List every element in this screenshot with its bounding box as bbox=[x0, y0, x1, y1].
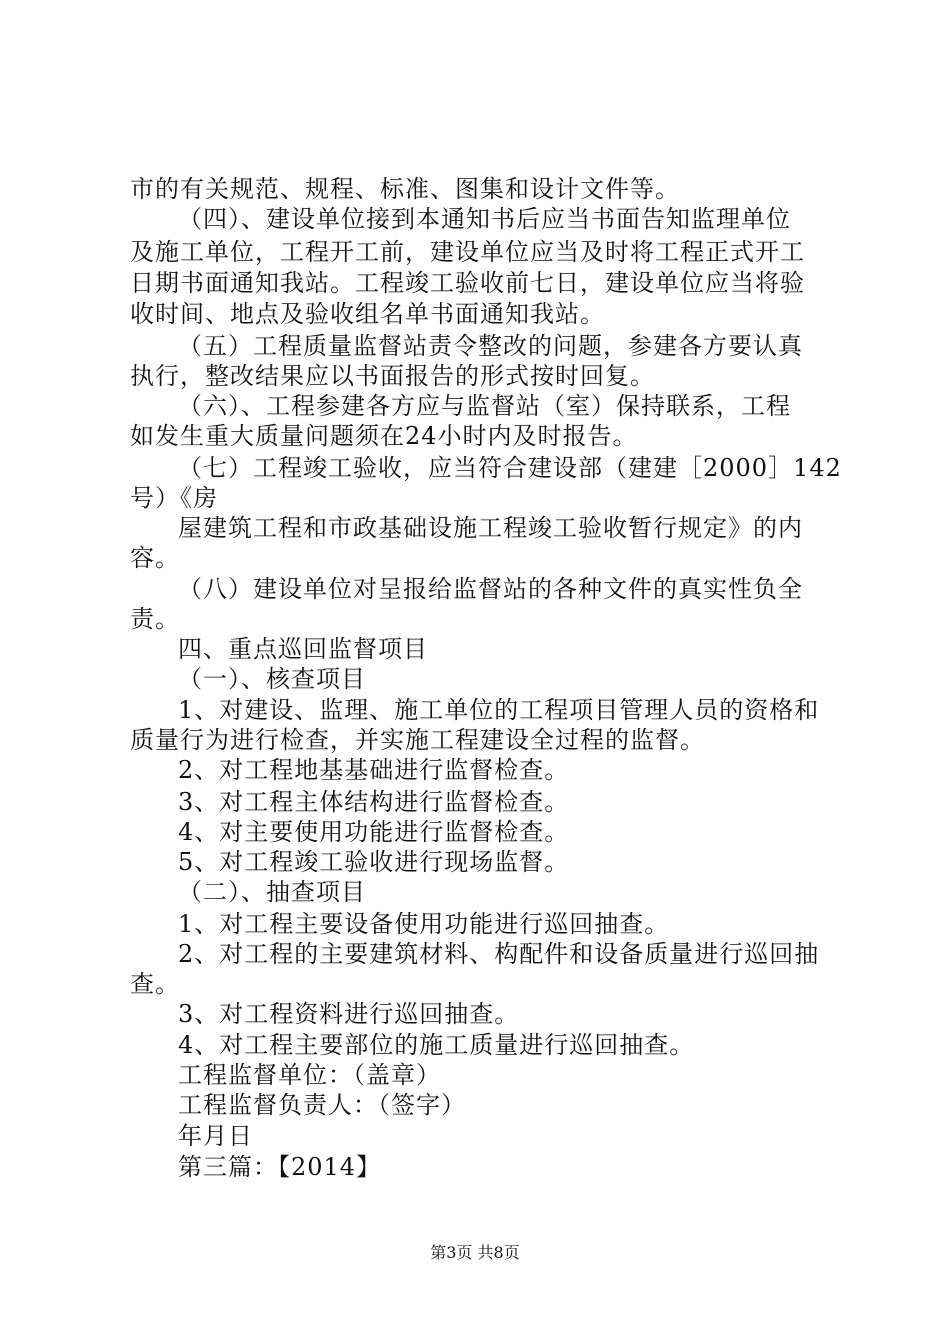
text-line: 容。 bbox=[130, 544, 180, 572]
text-line: 号）《房 bbox=[130, 484, 218, 512]
text-line: 如发生重大质量问题须在24小时内及时报告。 bbox=[130, 422, 638, 450]
text-line: （五）工程质量监督站责令整改的问题，参建各方要认真 bbox=[178, 332, 803, 360]
subsection-heading: （一）、核查项目 bbox=[178, 665, 366, 693]
text-line: 执行，整改结果应以书面报告的形式按时回复。 bbox=[130, 362, 655, 390]
signature-person-line: 工程监督负责人：（签字） bbox=[178, 1091, 466, 1119]
text-line: （八）建设单位对呈报给监督站的各种文件的真实性负全 bbox=[178, 575, 803, 603]
text-line: 查。 bbox=[130, 970, 180, 998]
date-line: 年月日 bbox=[178, 1122, 253, 1150]
text-line: 及施工单位，工程开工前，建设单位应当及时将工程正式开工 bbox=[130, 238, 805, 266]
text-line: 屋建筑工程和市政基础设施工程竣工验收暂行规定》的内 bbox=[178, 514, 803, 542]
text-line: 日期书面通知我站。工程竣工验收前七日，建设单位应当将验 bbox=[130, 269, 805, 297]
text-line: 收时间、地点及验收组名单书面通知我站。 bbox=[130, 300, 605, 328]
text-line: （四）、建设单位接到本通知书后应当书面告知监理单位 bbox=[178, 205, 791, 233]
list-item: 1、对建设、监理、施工单位的工程项目管理人员的资格和 bbox=[178, 696, 820, 724]
list-item: 1、对工程主要设备使用功能进行巡回抽查。 bbox=[178, 910, 670, 938]
page-footer: 第3页 共8页 bbox=[430, 1243, 520, 1262]
list-item: 3、对工程资料进行巡回抽查。 bbox=[178, 1000, 520, 1028]
text-line: 责。 bbox=[130, 605, 180, 633]
text-line: （六）、工程参建各方应与监督站（室）保持联系，工程 bbox=[178, 392, 791, 420]
text-line: （七）工程竣工验收，应当符合建设部（建建［2000］142 bbox=[178, 454, 842, 482]
signature-unit-line: 工程监督单位：（盖章） bbox=[178, 1061, 441, 1089]
list-item: 4、对主要使用功能进行监督检查。 bbox=[178, 818, 570, 846]
subsection-heading: （二）、抽查项目 bbox=[178, 878, 366, 906]
list-item: 2、对工程的主要建筑材料、构配件和设备质量进行巡回抽 bbox=[178, 940, 820, 968]
list-item: 3、对工程主体结构进行监督检查。 bbox=[178, 788, 570, 816]
text-line: 质量行为进行检查，并实施工程建设全过程的监督。 bbox=[130, 726, 705, 754]
list-item: 2、对工程地基基础进行监督检查。 bbox=[178, 756, 570, 784]
list-item: 4、对工程主要部位的施工质量进行巡回抽查。 bbox=[178, 1031, 695, 1059]
text-line: 市的有关规范、规程、标准、图集和设计文件等。 bbox=[130, 175, 680, 203]
list-item: 5、对工程竣工验收进行现场监督。 bbox=[178, 848, 570, 876]
chapter-heading: 第三篇：【2014】 bbox=[178, 1153, 382, 1181]
section-heading: 四、重点巡回监督项目 bbox=[178, 635, 428, 663]
